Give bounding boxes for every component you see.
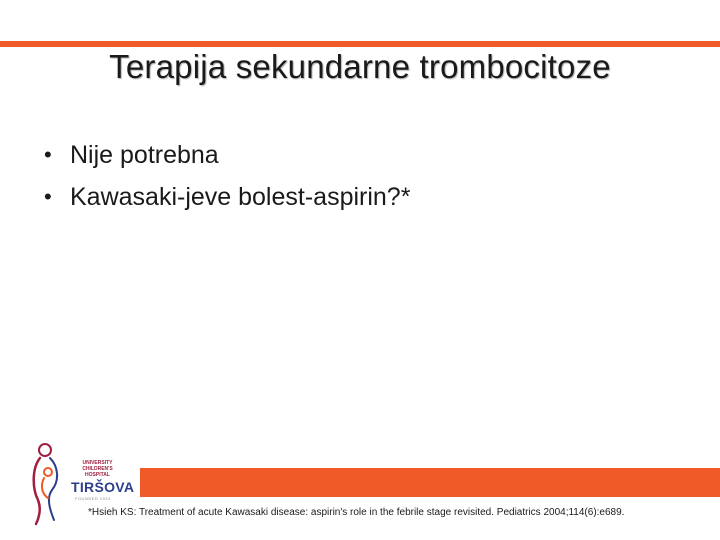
logo-org-line: UNIVERSITY CHILDREN'S HOSPITAL [82,460,113,478]
mother-child-figure-icon [28,440,68,526]
bullet-dot-icon: • [44,184,52,209]
footer-accent-bar [140,468,720,497]
bullet-text: Kawasaki-jeve bolest-aspirin?* [70,183,411,211]
slide-title: Terapija sekundarne trombocitoze [109,48,611,85]
logo-name: TIRŠOVA [71,479,135,495]
footnote-citation: *Hsieh KS: Treatment of acute Kawasaki disease: aspirin's role in the febrile stage revisited. Pediatrics 2004;114(6):e689. [88,507,625,518]
bullet-list [44,134,410,218]
logo-subline: FOUNDED 1924 [75,496,111,501]
bullet-item [44,176,410,218]
bullet-item [44,134,410,176]
bullet-text: Nije potrebna [70,141,219,169]
bullet-dot-icon: • [44,142,52,167]
top-accent-bar [0,41,720,47]
